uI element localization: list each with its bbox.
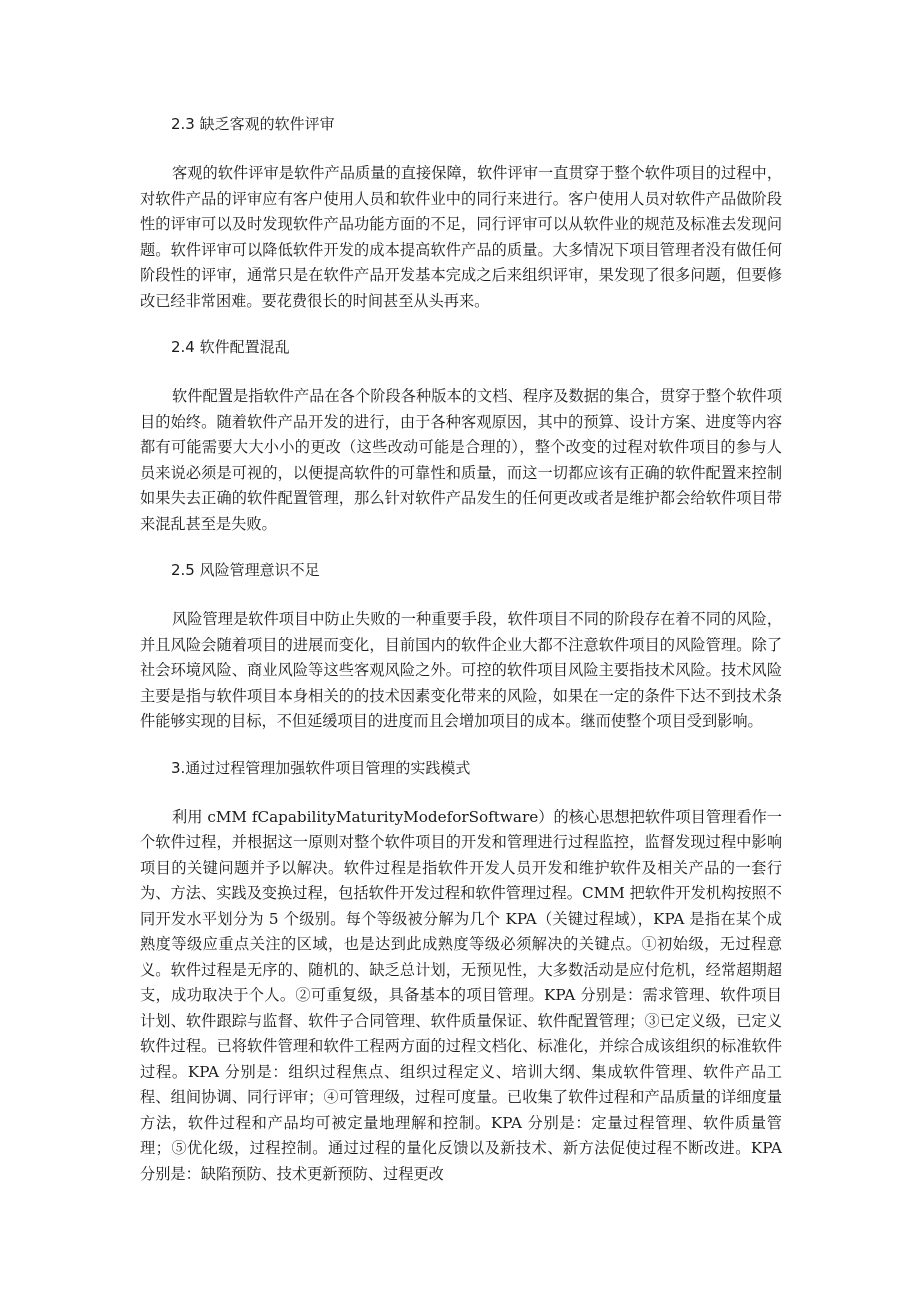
- section-heading-2-4: 2.4 软件配置混乱: [171, 338, 290, 356]
- section-heading-2-5: 2.5 风险管理意识不足: [171, 561, 320, 579]
- section-body-2-4: 软件配置是指软件产品在各个阶段各种版本的文档、程序及数据的集合，贯穿于整个软件项目的始终。随着软件产品开发的进行，由于各种客观原因，其中的预算、设计方案、进度等内容都有可能需要大大小小的更改（这些改动可能是合理的），整个改变的过程对软件项目的参与人员来说必须是可视的，以便提高软件的可靠性和质量，而这一切都应该有正确的软件配置来控制如果失去正确的软件配置管理，那么针对软件产品发生的任何更改或者是维护都会给软件项目带来混乱甚至是失败。: [140, 387, 782, 533]
- section-body-3: 利用 cMM fCapabilityMaturityModeforSoftware）的核心思想把软件项目管理看作一个软件过程，并根据这一原则对整个软件项目的开发和管理进行过程监控，监督发现过程中影响项目的关键问题并予以解决。软件过程是指软件开发人员开发和维护软件及相关产品的一套行为、方法、实践及变换过程，包括软件开发过程和软件管理过程。CMM 把软件开发机构按照不同开发水平划分为 5 个级别。每个等级被分解为几个 KPA（关键过程域），KPA 是指在某个成熟度等级应重点关注的区域，也是达到此成熟度等级必须解决的关键点。①初始级，无过程意义。软件过程是无序的、随机的、缺乏总计划，无预见性，大多数活动是应付危机，经常超期超支，成功取决于个人。②可重复级，具备基本的项目管理。KPA 分别是：需求管理、软件项目计划、软件跟踪与监督、软件子合同管理、软件质量保证、软件配置管理；③已定义级，已定义软件过程。已将软件管理和软件工程两方面的过程文档化、标准化，并综合成该组织的标准软件过程。KPA 分别是：组织过程焦点、组织过程定义、培训大纲、集成软件管理、软件产品工程、组间协调、同行评审；④可管理级，过程可度量。已收集了软件过程和产品质量的详细度量方法，软件过程和产品均可被定量地理解和控制。KPA 分别是：定量过程管理、软件质量管理；⑤优化级，过程控制。通过过程的量化反馈以及新技术、新方法促使过程不断改进。KPA 分别是：缺陷预防、技术更新预防、过程更改: [140, 807, 782, 1183]
- section-heading-2-3: 2.3 缺乏客观的软件评审: [171, 115, 335, 133]
- section-heading-3: 3.通过过程管理加强软件项目管理的实践模式: [171, 758, 471, 777]
- section-body-2-3: 客观的软件评审是软件产品质量的直接保障，软件评审一直贯穿于整个软件项目的过程中，对软件产品的评审应有客户使用人员和软件业中的同行来进行。客户使用人员对软件产品做阶段性的评审可以及时发现软件产品功能方面的不足，同行评审可以从软件业的规范及标准去发现问题。软件评审可以降低软件开发的成本提高软件产品的质量。大多情况下项目管理者没有做任何阶段性的评审，通常只是在软件产品开发基本完成之后来组织评审，果发现了很多问题，但要修改已经非常困难。要花费很长的时间甚至从头再来。: [140, 164, 782, 310]
- section-body-2-5: 风险管理是软件项目中防止失败的一种重要手段，软件项目不同的阶段存在着不同的风险，并且风险会随着项目的进展而变化，目前国内的软件企业大都不注意软件项目的风险管理。除了社会环境风险、商业风险等这些客观风险之外。可控的软件项目风险主要指技术风险。技术风险主要是指与软件项目本身相关的的技术因素变化带来的风险，如果在一定的条件下达不到技术条件能够实现的目标，不但延缓项目的进度而且会增加项目的成本。继而使整个项目受到影响。: [140, 610, 782, 730]
